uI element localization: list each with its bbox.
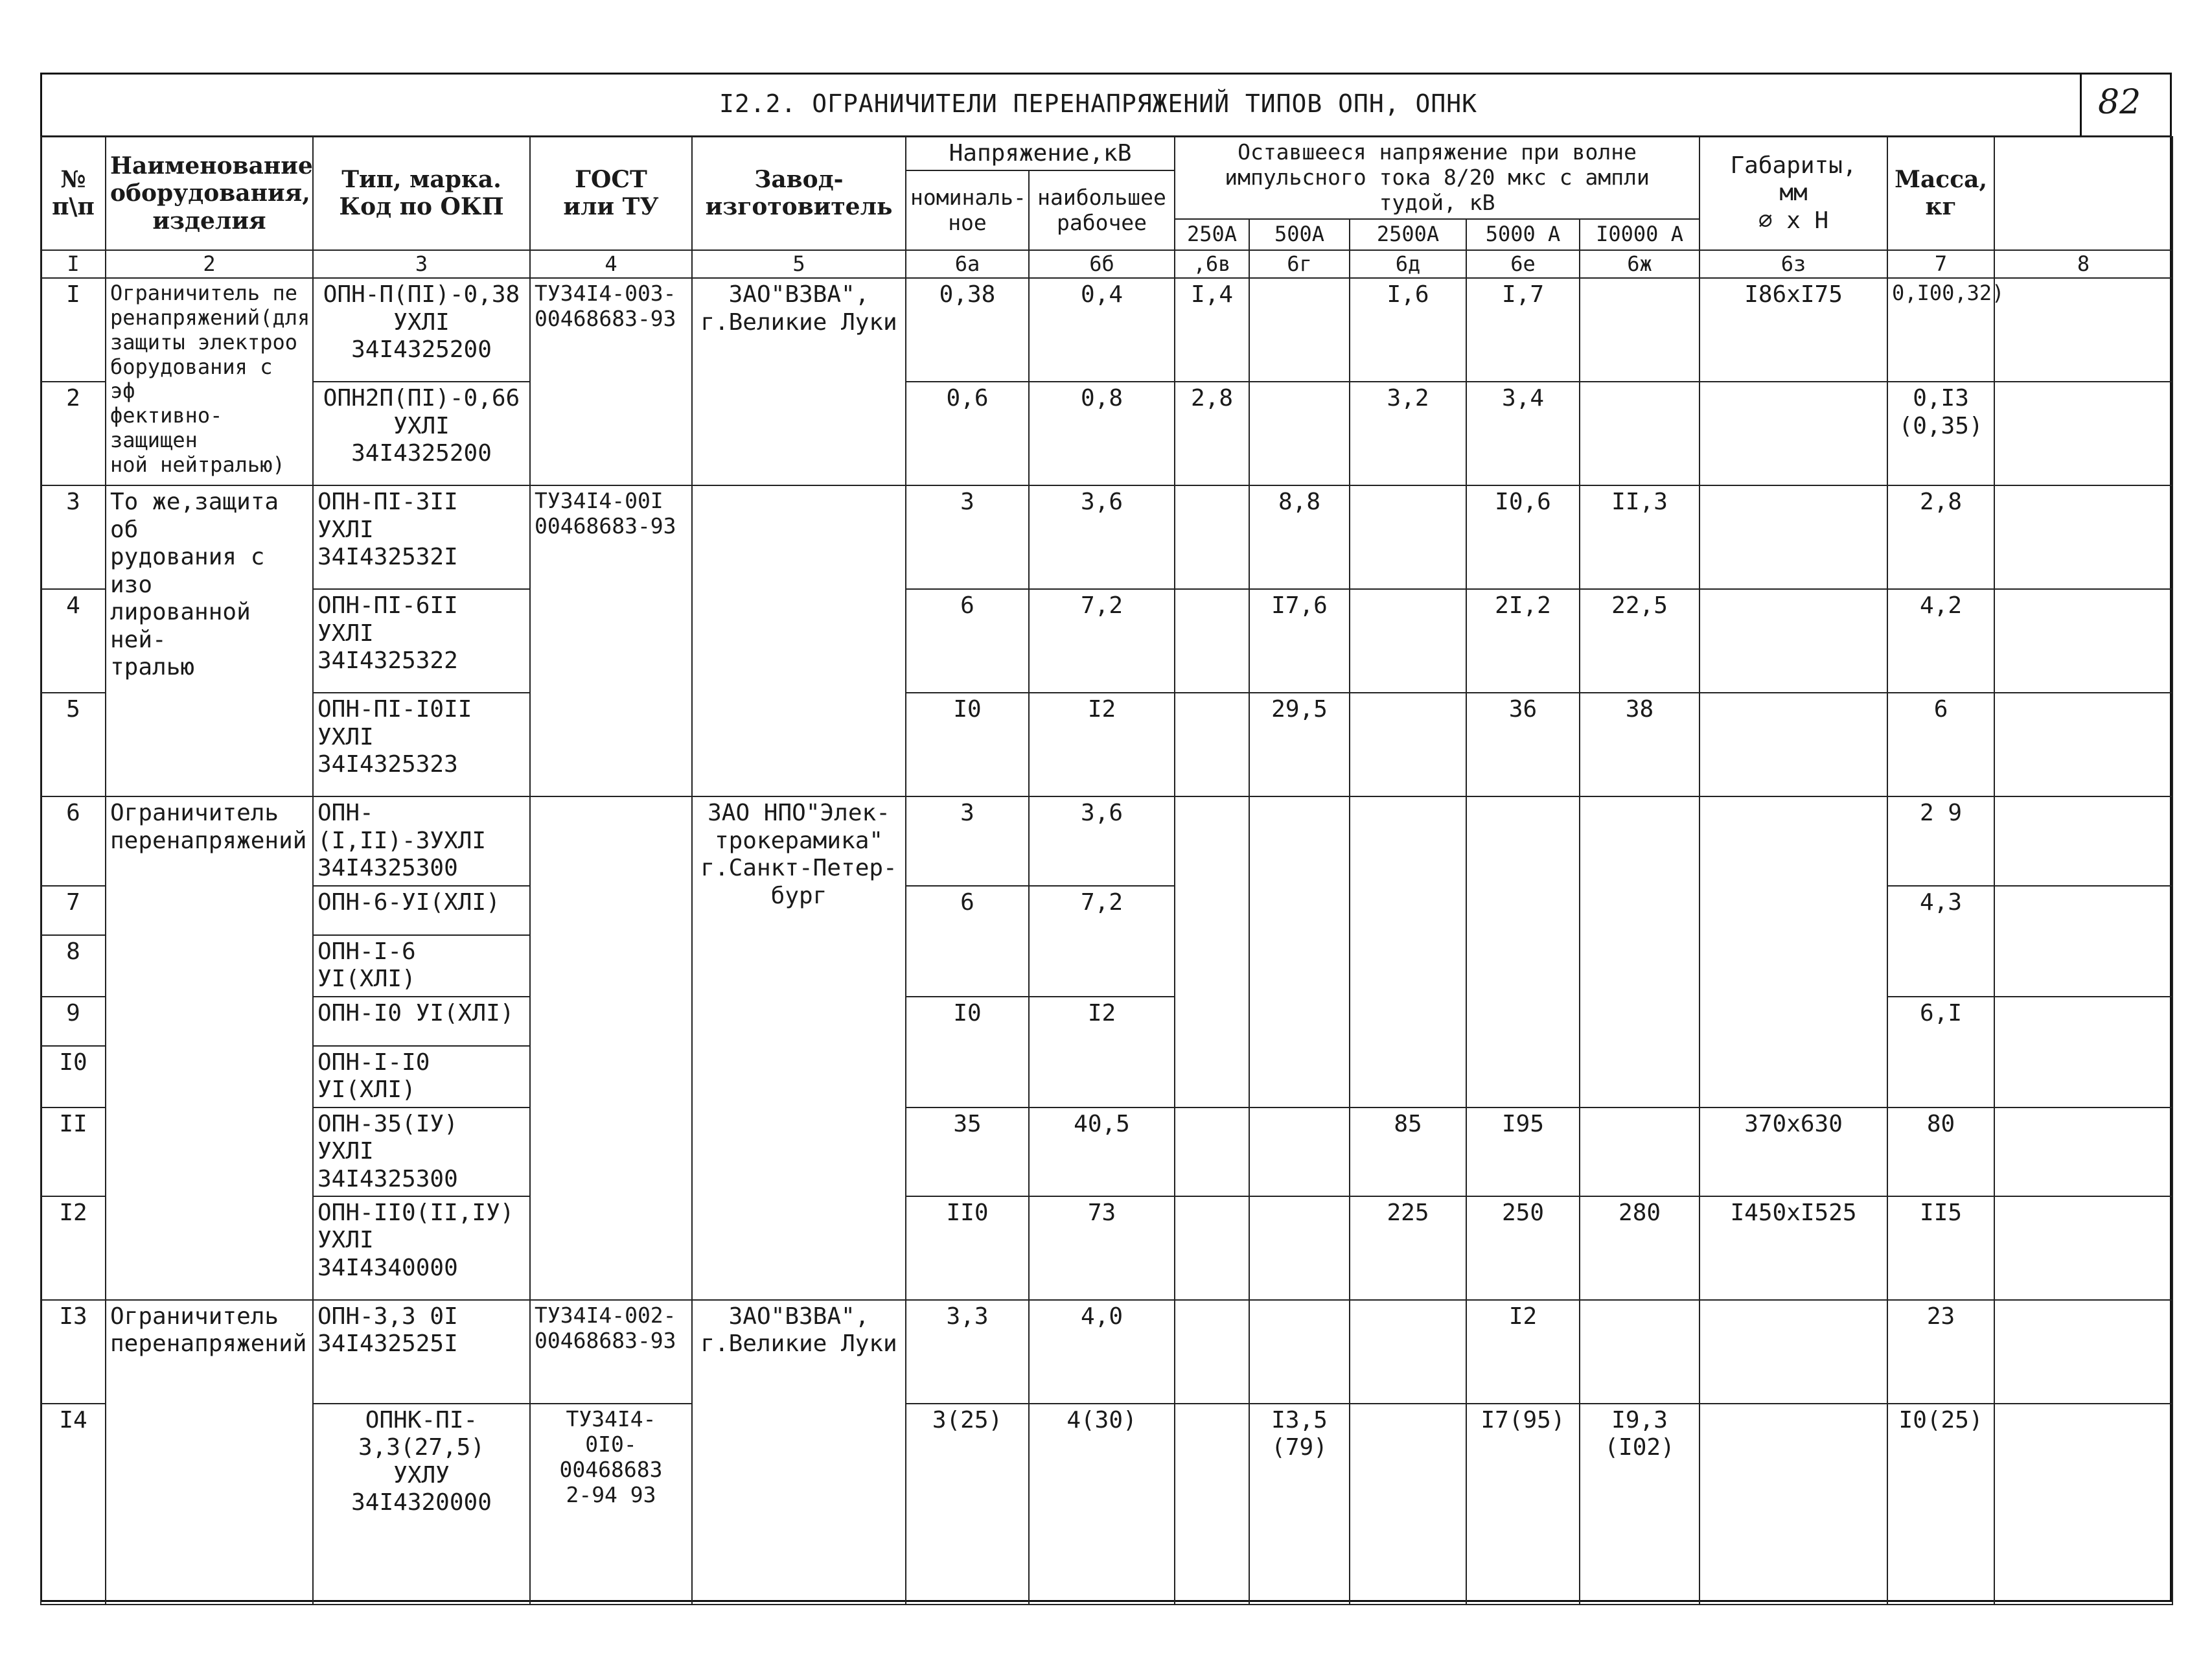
row-i2500: 3,2 <box>1350 382 1466 485</box>
row-i10000: 38 <box>1580 693 1699 796</box>
header-row-1 <box>41 137 2172 170</box>
header-maker: Завод- изготовитель <box>692 137 906 250</box>
table-row <box>41 1196 2172 1300</box>
row-v-nom: 6 <box>906 886 1029 997</box>
row-v-nom: 3,3 <box>906 1300 1029 1404</box>
table-row <box>41 485 2172 589</box>
row-blank <box>1994 382 2172 485</box>
row-maker: ЗАО"ВЗВА", г.Великие Луки <box>692 278 906 485</box>
row-num: 8 <box>41 935 106 997</box>
row-v-max: 4,0 <box>1029 1300 1175 1404</box>
row-i500 <box>1249 1108 1350 1196</box>
row-v-nom: 3 <box>906 485 1029 589</box>
row-gost: ТУ34I4-00I 00468683-93 <box>530 485 692 796</box>
row-gost: ТУ34I4- 0I0-00468683 2-94 93 <box>530 1404 692 1605</box>
row-maker: ЗАО"ВЗВА", г.Великие Луки <box>692 1300 906 1605</box>
row-type: ОПН2П(ПI)-0,66 УХЛI 34I4325200 <box>313 382 530 485</box>
row-dims <box>1699 589 1887 693</box>
row-type: ОПН-П(ПI)-0,38 УХЛI 34I4325200 <box>313 278 530 382</box>
row-i5000: 3,4 <box>1466 382 1580 485</box>
header-i5000: 5000 А <box>1466 219 1580 250</box>
row-i2500: 85 <box>1350 1108 1466 1196</box>
row-i250: 2,8 <box>1175 382 1249 485</box>
header-i10000: I0000 А <box>1580 219 1699 250</box>
row-v-nom: 0,6 <box>906 382 1029 485</box>
colnum: 4 <box>530 250 692 279</box>
row-i10000: 22,5 <box>1580 589 1699 693</box>
row-i5000: 250 <box>1466 1196 1580 1300</box>
row-type: ОПН-3,3 0I 34I432525I <box>313 1300 530 1404</box>
row-i5000-empty <box>1466 796 1580 1107</box>
row-type: ОПН-ПI-I0II УХЛI 34I4325323 <box>313 693 530 796</box>
column-number-row <box>41 250 2172 279</box>
row-i2500 <box>1350 1404 1466 1605</box>
table-row <box>41 1300 2172 1404</box>
colnum: 8 <box>1994 250 2172 279</box>
document-title: I2.2. ОГРАНИЧИТЕЛИ ПЕРЕНАПРЯЖЕНИЙ ТИПОВ ОПН, ОПНК <box>719 89 1478 118</box>
row-i500: 29,5 <box>1249 693 1350 796</box>
row-i10000: I9,3 (I02) <box>1580 1404 1699 1605</box>
row-i500 <box>1249 1300 1350 1404</box>
row-blank <box>1994 1196 2172 1300</box>
row-i5000: I,7 <box>1466 278 1580 382</box>
row-gost-empty <box>530 796 692 1300</box>
row-i500 <box>1249 382 1350 485</box>
row-i10000-empty <box>1580 796 1699 1107</box>
row-dims <box>1699 1300 1887 1404</box>
row-i500: I3,5 (79) <box>1249 1404 1350 1605</box>
row-blank <box>1994 278 2172 382</box>
row-i2500-empty <box>1350 796 1466 1107</box>
row-i2500 <box>1350 485 1466 589</box>
row-blank <box>1994 589 2172 693</box>
row-num: 5 <box>41 693 106 796</box>
row-name: Ограничитель перенапряжений <box>106 1300 313 1605</box>
row-dims <box>1699 382 1887 485</box>
row-v-max: 40,5 <box>1029 1108 1175 1196</box>
row-num: 6 <box>41 796 106 885</box>
row-num: I2 <box>41 1196 106 1300</box>
table-row <box>41 693 2172 796</box>
row-i2500: 225 <box>1350 1196 1466 1300</box>
row-maker: ЗАО НПО"Элек- трокерамика" г.Санкт-Петер- бург <box>692 796 906 1300</box>
header-gost: ГОСТ или ТУ <box>530 137 692 250</box>
row-type: ОПН-(I,II)-3УХЛI 34I4325300 <box>313 796 530 885</box>
colnum: 6з <box>1699 250 1887 279</box>
header-voltage: Напряжение,кВ <box>906 137 1175 170</box>
row-blank <box>1994 1300 2172 1404</box>
row-v-max: 7,2 <box>1029 589 1175 693</box>
row-blank <box>1994 997 2172 1108</box>
table-row <box>41 382 2172 485</box>
row-dims: I86xI75 <box>1699 278 1887 382</box>
row-name: Ограничитель пе ренапряжений(для защиты электроо борудования с эф фективно-защищен ной нейтралью) <box>106 278 313 485</box>
row-i250-empty <box>1175 796 1249 1107</box>
colnum: 6д <box>1350 250 1466 279</box>
row-i5000: I7(95) <box>1466 1404 1580 1605</box>
row-mass: 0,I3 (0,35) <box>1887 382 1994 485</box>
row-mass: 2,8 <box>1887 485 1994 589</box>
row-type: ОПН-ПI-3II УХЛI 34I432532I <box>313 485 530 589</box>
colnum: ,6в <box>1175 250 1249 279</box>
header-v-max: наибольшее рабочее <box>1029 170 1175 249</box>
row-v-max: 7,2 <box>1029 886 1175 997</box>
row-i2500 <box>1350 589 1466 693</box>
row-num: I <box>41 278 106 382</box>
row-blank <box>1994 796 2172 885</box>
header-num: № п\п <box>41 137 106 250</box>
row-i500: 8,8 <box>1249 485 1350 589</box>
row-type: ОПН-ПI-6II УХЛI 34I4325322 <box>313 589 530 693</box>
row-i5000: 2I,2 <box>1466 589 1580 693</box>
table-row <box>41 1404 2172 1605</box>
row-v-max: 3,6 <box>1029 796 1175 885</box>
row-i5000: I0,6 <box>1466 485 1580 589</box>
row-dims: I450xI525 <box>1699 1196 1887 1300</box>
page-number: 82 <box>2098 83 2141 122</box>
header-name: Наименование оборудования, изделия <box>106 137 313 250</box>
row-num: 4 <box>41 589 106 693</box>
row-gost: ТУ34I4-002- 00468683-93 <box>530 1300 692 1404</box>
row-dims <box>1699 1404 1887 1605</box>
row-i5000: 36 <box>1466 693 1580 796</box>
row-dims <box>1699 693 1887 796</box>
row-maker-empty <box>692 485 906 796</box>
row-dims <box>1699 485 1887 589</box>
table-row <box>41 796 2172 885</box>
row-i500 <box>1249 278 1350 382</box>
row-gost: ТУ34I4-003- 00468683-93 <box>530 278 692 485</box>
header-i250: 250А <box>1175 219 1249 250</box>
row-type: ОПН-I0 УI(ХЛI) <box>313 997 530 1046</box>
row-mass: 4,3 <box>1887 886 1994 997</box>
row-num: II <box>41 1108 106 1196</box>
table-row <box>41 1108 2172 1196</box>
row-v-nom: II0 <box>906 1196 1029 1300</box>
row-v-nom: 3 <box>906 796 1029 885</box>
row-i2500 <box>1350 1300 1466 1404</box>
row-i500: I7,6 <box>1249 589 1350 693</box>
row-num: I0 <box>41 1046 106 1108</box>
row-num: 2 <box>41 382 106 485</box>
row-type: ОПН-II0(II,IУ) УХЛI 34I4340000 <box>313 1196 530 1300</box>
colnum: 6г <box>1249 250 1350 279</box>
row-mass: 6,I <box>1887 997 1994 1108</box>
row-i250 <box>1175 589 1249 693</box>
row-v-max: 0,4 <box>1029 278 1175 382</box>
row-mass: 6 <box>1887 693 1994 796</box>
row-v-nom: 35 <box>906 1108 1029 1196</box>
row-i10000: II,3 <box>1580 485 1699 589</box>
row-v-nom: 3(25) <box>906 1404 1029 1605</box>
row-i250 <box>1175 485 1249 589</box>
row-num: 3 <box>41 485 106 589</box>
spec-table <box>40 136 2173 1605</box>
row-type: ОПН-6-УI(ХЛI) <box>313 886 530 935</box>
header-blank <box>1994 137 2172 250</box>
colnum: 6е <box>1466 250 1580 279</box>
header-i500: 500А <box>1249 219 1350 250</box>
colnum: 5 <box>692 250 906 279</box>
row-v-nom: I0 <box>906 693 1029 796</box>
row-i250 <box>1175 1300 1249 1404</box>
row-mass: 2 9 <box>1887 796 1994 885</box>
colnum: 2 <box>106 250 313 279</box>
row-type: ОПН-I-6 УI(ХЛI) <box>313 935 530 997</box>
row-i2500: I,6 <box>1350 278 1466 382</box>
row-i5000: I95 <box>1466 1108 1580 1196</box>
row-blank <box>1994 693 2172 796</box>
row-v-max: 4(30) <box>1029 1404 1175 1605</box>
header-i2500: 2500А <box>1350 219 1466 250</box>
row-i2500 <box>1350 693 1466 796</box>
colnum: I <box>41 250 106 279</box>
row-v-max: 3,6 <box>1029 485 1175 589</box>
row-i5000: I2 <box>1466 1300 1580 1404</box>
row-i250 <box>1175 1108 1249 1196</box>
row-i10000: 280 <box>1580 1196 1699 1300</box>
row-type: ОПН-I-I0 УI(ХЛI) <box>313 1046 530 1108</box>
row-name: То же,защита об рудования с изо лированной ней- тралью <box>106 485 313 796</box>
row-i10000 <box>1580 1300 1699 1404</box>
row-i500-empty <box>1249 796 1350 1107</box>
row-i10000 <box>1580 382 1699 485</box>
row-i250 <box>1175 693 1249 796</box>
row-blank <box>1994 1404 2172 1605</box>
row-v-nom: I0 <box>906 997 1029 1108</box>
header-v-nom: номиналь- ное <box>906 170 1029 249</box>
row-v-nom: 6 <box>906 589 1029 693</box>
row-i250: I,4 <box>1175 278 1249 382</box>
colnum: 6а <box>906 250 1029 279</box>
row-i250 <box>1175 1404 1249 1605</box>
row-v-max: I2 <box>1029 997 1175 1108</box>
row-type: ОПНК-ПI-3,3(27,5) УХЛУ 34I4320000 <box>313 1404 530 1605</box>
colnum: 3 <box>313 250 530 279</box>
row-num: I4 <box>41 1404 106 1605</box>
row-mass: 0,I00,32) <box>1887 278 1994 382</box>
row-mass: 80 <box>1887 1108 1994 1196</box>
row-blank <box>1994 886 2172 997</box>
row-dims: 370x630 <box>1699 1108 1887 1196</box>
table-row <box>41 278 2172 382</box>
row-v-max: 73 <box>1029 1196 1175 1300</box>
row-v-nom: 0,38 <box>906 278 1029 382</box>
row-v-max: I2 <box>1029 693 1175 796</box>
header-dims: Габариты, мм ∅ x H <box>1699 137 1887 250</box>
row-mass: II5 <box>1887 1196 1994 1300</box>
row-num: 7 <box>41 886 106 935</box>
row-v-max: 0,8 <box>1029 382 1175 485</box>
row-num: 9 <box>41 997 106 1046</box>
row-mass: 4,2 <box>1887 589 1994 693</box>
row-mass: 23 <box>1887 1300 1994 1404</box>
row-num: I3 <box>41 1300 106 1404</box>
row-i500 <box>1249 1196 1350 1300</box>
header-mass: Масса, кг <box>1887 137 1994 250</box>
row-i10000 <box>1580 278 1699 382</box>
header-type: Тип, марка. Код по ОКП <box>313 137 530 250</box>
colnum: 6б <box>1029 250 1175 279</box>
header-residual: Оставшееся напряжение при волне импульсного тока 8/20 мкс с ампли тудой, кВ <box>1175 137 1699 219</box>
row-name: Ограничитель перенапряжений <box>106 796 313 1300</box>
colnum: 6ж <box>1580 250 1699 279</box>
colnum: 7 <box>1887 250 1994 279</box>
row-blank <box>1994 485 2172 589</box>
row-dims-empty <box>1699 796 1887 1107</box>
row-i250 <box>1175 1196 1249 1300</box>
row-i10000 <box>1580 1108 1699 1196</box>
table-row <box>41 589 2172 693</box>
row-type: ОПН-35(IУ) УХЛI 34I4325300 <box>313 1108 530 1196</box>
row-blank <box>1994 1108 2172 1196</box>
row-mass: I0(25) <box>1887 1404 1994 1605</box>
